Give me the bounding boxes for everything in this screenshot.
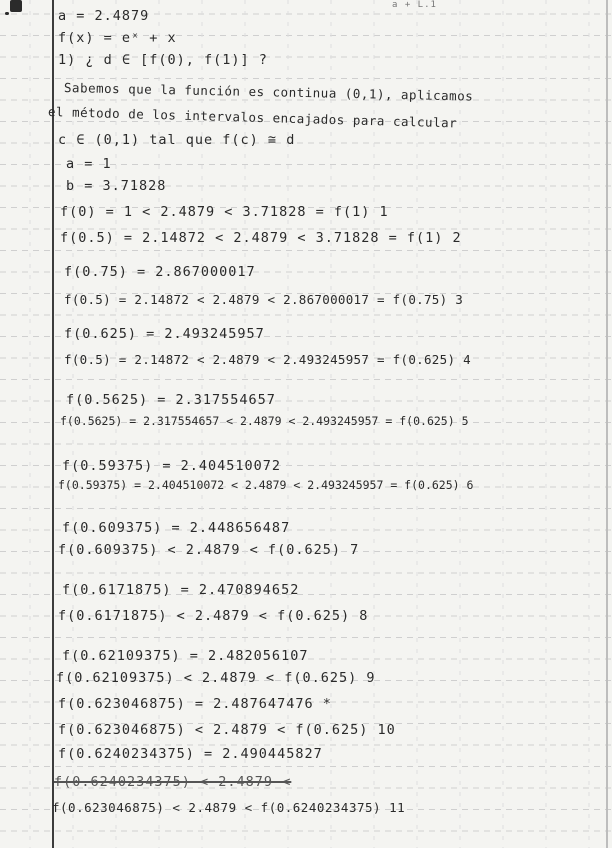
iteration-9: f(0.62109375) < 2.4879 < f(0.625) 9 bbox=[56, 670, 376, 686]
note-line: Sabemos que la función es continua (0,1), aplicamos bbox=[63, 80, 474, 104]
iteration-2: f(0.5) = 2.14872 < 2.4879 < 3.71828 = f(1) 2 bbox=[60, 230, 462, 246]
evaluation-line: f(0.62109375) = 2.482056107 bbox=[62, 648, 309, 664]
right-page-edge bbox=[606, 0, 608, 848]
left-margin-rule bbox=[52, 0, 54, 848]
iteration-1: f(0) = 1 < 2.4879 < 3.71828 = f(1) 1 bbox=[60, 204, 389, 220]
evaluation-line: f(0.609375) = 2.448656487 bbox=[62, 520, 291, 536]
note-line: el método de los intervalos encajados para calcular bbox=[47, 104, 458, 131]
iteration-5: f(0.5625) = 2.317554657 < 2.4879 < 2.493245957 = f(0.625) 5 bbox=[60, 414, 469, 428]
note-line: f(x) = eˣ + x bbox=[58, 30, 177, 46]
evaluation-line: f(0.6171875) = 2.470894652 bbox=[62, 582, 300, 598]
note-line: b = 3.71828 bbox=[66, 178, 167, 194]
binding-hole-mark bbox=[10, 0, 22, 12]
evaluation-line: f(0.75) = 2.867000017 bbox=[64, 264, 256, 280]
iteration-11: f(0.623046875) < 2.4879 < f(0.6240234375) 11 bbox=[52, 800, 406, 815]
iteration-4: f(0.5) = 2.14872 < 2.4879 < 2.493245957 = f(0.625) 4 bbox=[64, 352, 471, 367]
binding-hole-mark bbox=[5, 12, 9, 15]
iteration-8: f(0.6171875) < 2.4879 < f(0.625) 8 bbox=[58, 608, 369, 624]
note-line: c ∈ (0,1) tal que f(c) ≅ d bbox=[58, 132, 296, 148]
evaluation-line: f(0.59375) = 2.404510072 bbox=[62, 458, 282, 474]
note-line: a = 1 bbox=[66, 156, 112, 172]
evaluation-line: f(0.5625) = 2.317554657 bbox=[66, 392, 276, 408]
crossed-out-line: f(0.6240234375) < 2.4879 < bbox=[54, 774, 292, 790]
iteration-3: f(0.5) = 2.14872 < 2.4879 < 2.867000017 = f(0.75) 3 bbox=[64, 292, 464, 307]
iteration-10: f(0.623046875) < 2.4879 < f(0.625) 10 bbox=[58, 722, 396, 738]
header-marks: a + L.1 bbox=[392, 0, 437, 10]
evaluation-line: f(0.625) = 2.493245957 bbox=[64, 326, 265, 342]
note-line: 1) ¿ d ∈ [f(0), f(1)] ? bbox=[58, 52, 268, 68]
evaluation-line: f(0.623046875) = 2.487647476 * bbox=[58, 696, 332, 712]
note-line: a = 2.4879 bbox=[58, 8, 150, 24]
iteration-6: f(0.59375) = 2.404510072 < 2.4879 < 2.493245957 = f(0.625) 6 bbox=[58, 478, 474, 492]
evaluation-line: f(0.6240234375) = 2.490445827 bbox=[58, 746, 323, 762]
iteration-7: f(0.609375) < 2.4879 < f(0.625) 7 bbox=[58, 542, 360, 558]
